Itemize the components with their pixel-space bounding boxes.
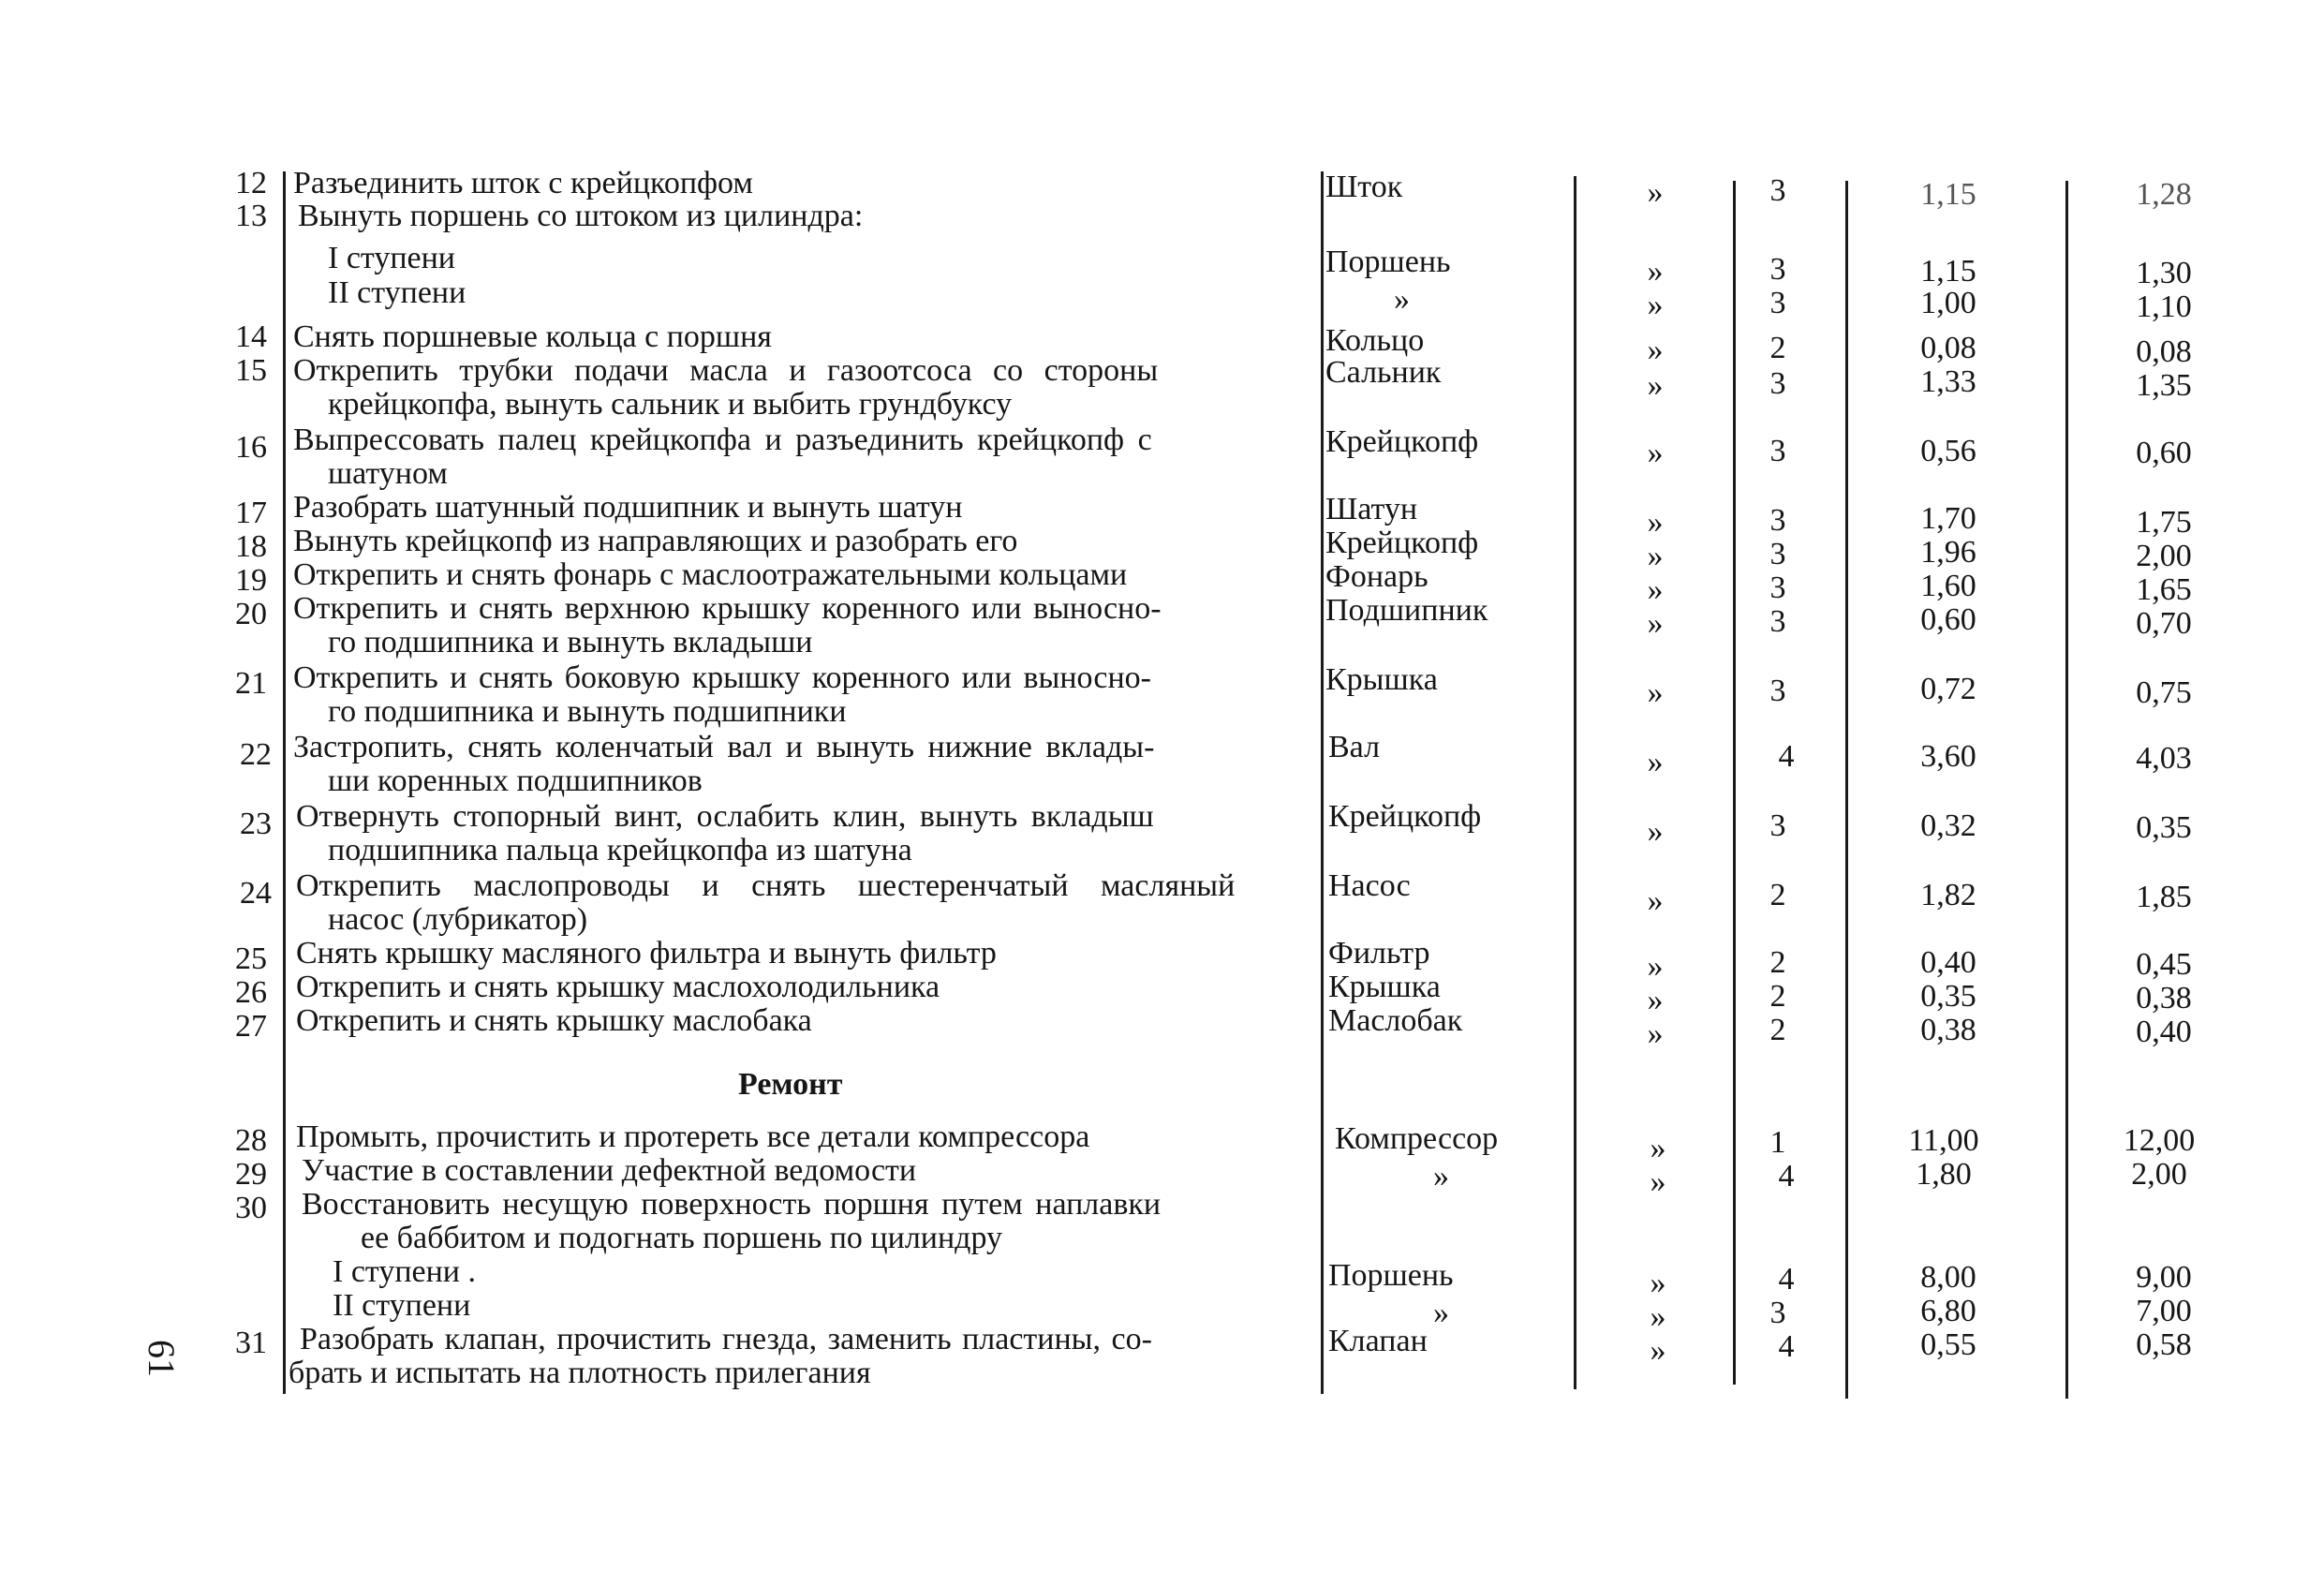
row-number: 20	[235, 597, 267, 631]
row-group: 3	[1769, 252, 1786, 287]
row-norm-1: 1,60	[1920, 569, 1976, 603]
section-heading: Ремонт	[738, 1067, 843, 1102]
row-description: Снять крышку масляного фильтра и вынуть фильтр	[296, 936, 997, 971]
row-part: Поршень	[1325, 245, 1451, 279]
row-number: 26	[235, 975, 267, 1010]
row-group: 4	[1778, 1329, 1795, 1364]
row-norm-1: 1,33	[1920, 364, 1976, 399]
row-part: »	[1433, 1159, 1449, 1193]
row-part: Насос	[1328, 868, 1411, 903]
row-ditto: »	[1647, 1016, 1664, 1051]
row-group: 3	[1769, 808, 1786, 843]
row-norm-2: 0,75	[2136, 675, 2192, 710]
row-description: Отвернуть стопорный винт, ослабить клин, вынуть вкладыш	[296, 799, 1154, 834]
row-number: 29	[235, 1157, 267, 1192]
row-norm-1: 1,82	[1920, 878, 1976, 912]
row-description: Разобрать шатунный подшипник и вынуть шатун	[293, 490, 963, 525]
row-norm-1: 1,15	[1920, 177, 1976, 212]
row-ditto: »	[1647, 333, 1664, 367]
row-part: Маслобак	[1328, 1003, 1463, 1038]
row-description: Участие в составлении дефектной ведомости	[302, 1153, 917, 1188]
row-norm-2: 2,00	[2136, 539, 2192, 573]
row-description-continued: ее баббитом и подогнать поршень по цилиндру	[361, 1221, 1003, 1255]
row-norm-1: 0,72	[1920, 672, 1976, 706]
row-part: Крейцкопф	[1328, 799, 1482, 834]
row-ditto: »	[1650, 1164, 1666, 1199]
row-norm-2: 0,08	[2136, 334, 2192, 369]
row-ditto: »	[1647, 949, 1664, 984]
row-description: Вынуть крейцкопф из направляющих и разобрать его	[293, 524, 1018, 558]
row-ditto: »	[1647, 883, 1664, 918]
row-norm-2: 0,58	[2136, 1327, 2192, 1362]
column-rule-norm1	[1845, 181, 1848, 1399]
row-norm-1: 1,96	[1920, 535, 1976, 570]
row-norm-1: 1,80	[1916, 1157, 1972, 1192]
row-number: 17	[235, 496, 267, 530]
row-norm-2: 4,03	[2136, 741, 2192, 776]
column-rule-left	[283, 171, 286, 1394]
row-group: 4	[1778, 739, 1795, 774]
row-norm-2: 0,35	[2136, 810, 2192, 845]
row-description-continued: го подшипника и вынуть вкладыши	[328, 625, 813, 660]
row-part: Кольцо	[1325, 323, 1425, 358]
row-group: 3	[1769, 1296, 1786, 1330]
row-description: Застропить, снять коленчатый вал и вынуть нижние вклады-	[293, 730, 1155, 764]
row-norm-2: 9,00	[2136, 1260, 2192, 1295]
row-ditto: »	[1647, 436, 1664, 470]
row-ditto: »	[1647, 983, 1664, 1017]
row-group: 3	[1769, 674, 1786, 708]
row-norm-2: 0,70	[2136, 606, 2192, 641]
row-part: Сальник	[1325, 355, 1442, 390]
row-number: 30	[235, 1191, 267, 1225]
row-part: Шатун	[1325, 492, 1418, 526]
row-description: Промыть, прочистить и протереть все детали компрессора	[296, 1119, 1090, 1154]
row-ditto: »	[1650, 1266, 1666, 1300]
row-description-continued: крейцкопфа, вынуть сальник и выбить грундбуксу	[328, 387, 1013, 422]
row-number: 16	[235, 430, 267, 465]
row-part: Крейцкопф	[1325, 526, 1479, 560]
row-number: 12	[235, 166, 267, 200]
row-group: 2	[1769, 945, 1786, 980]
row-number: 21	[235, 666, 267, 701]
row-description: Разобрать клапан, прочистить гнезда, заменить пластины, со-	[300, 1322, 1152, 1356]
row-norm-2: 1,28	[2136, 177, 2192, 212]
row-norm-2: 0,45	[2136, 947, 2192, 982]
row-description: I ступени	[328, 241, 455, 275]
row-norm-2: 1,10	[2136, 289, 2192, 324]
row-number: 24	[240, 876, 272, 911]
row-number: 28	[235, 1123, 267, 1158]
row-group: 3	[1769, 434, 1786, 468]
row-ditto: »	[1647, 254, 1664, 289]
row-part: Клапан	[1328, 1324, 1428, 1358]
row-description-continued: насос (лубрикатор)	[328, 902, 588, 937]
row-norm-1: 0,60	[1920, 602, 1976, 637]
row-number: 18	[235, 529, 267, 564]
row-norm-1: 0,38	[1920, 1013, 1976, 1047]
row-norm-1: 8,00	[1920, 1260, 1976, 1295]
row-norm-2: 1,65	[2136, 572, 2192, 607]
row-ditto: »	[1647, 606, 1664, 641]
row-norm-1: 0,55	[1920, 1327, 1976, 1362]
row-ditto: »	[1647, 814, 1664, 849]
row-description: Открепить трубки подачи масла и газоотсоса со стороны	[293, 353, 1159, 388]
row-description-continued: шатуном	[328, 456, 448, 491]
row-description: Восстановить несущую поверхность поршня путем наплавки	[302, 1187, 1162, 1222]
row-ditto: »	[1647, 745, 1664, 779]
row-ditto: »	[1650, 1333, 1666, 1368]
row-part: Компрессор	[1335, 1121, 1499, 1156]
row-description: II ступени	[333, 1288, 471, 1323]
row-part: Крышка	[1325, 662, 1438, 697]
row-part: Крышка	[1328, 970, 1441, 1004]
column-rule-part	[1321, 171, 1324, 1394]
row-group: 3	[1769, 173, 1786, 208]
row-norm-2: 7,00	[2136, 1294, 2192, 1328]
row-group: 3	[1769, 571, 1786, 605]
row-description: Вынуть поршень со штоком из цилиндра:	[298, 199, 864, 233]
row-description-continued: подшипника пальца крейцкопфа из шатуна	[328, 833, 912, 867]
row-norm-1: 11,00	[1908, 1123, 1979, 1158]
row-part: Шток	[1325, 170, 1403, 204]
row-ditto: »	[1647, 368, 1664, 403]
row-norm-1: 3,60	[1920, 739, 1976, 774]
row-group: 3	[1769, 604, 1786, 639]
row-ditto: »	[1647, 539, 1664, 573]
row-description: Открепить и снять крышку маслобака	[296, 1003, 812, 1038]
row-norm-2: 1,35	[2136, 368, 2192, 403]
row-number: 14	[235, 319, 267, 354]
row-group: 2	[1769, 979, 1786, 1014]
row-part: Подшипник	[1325, 593, 1488, 628]
row-group: 2	[1769, 331, 1786, 365]
row-norm-1: 1,15	[1920, 254, 1976, 289]
row-norm-1: 6,80	[1920, 1294, 1976, 1328]
row-norm-2: 0,60	[2136, 436, 2192, 470]
row-group: 2	[1769, 878, 1786, 912]
column-rule-quote	[1574, 176, 1576, 1389]
row-description: II ступени	[328, 275, 466, 310]
row-description: Открепить и снять фонарь с маслоотражательными кольцами	[293, 557, 1128, 592]
row-part: »	[1394, 282, 1410, 317]
row-norm-1: 0,40	[1920, 945, 1976, 980]
row-description: Открепить и снять крышку маслохолодильника	[296, 970, 940, 1004]
row-number: 22	[240, 737, 272, 772]
row-description-continued: го подшипника и вынуть подшипники	[328, 694, 847, 729]
row-number: 23	[240, 807, 272, 841]
row-ditto: »	[1647, 572, 1664, 607]
row-number: 25	[235, 941, 267, 976]
row-group: 3	[1769, 366, 1786, 401]
row-description: I ступени .	[333, 1254, 476, 1289]
row-group: 4	[1778, 1159, 1795, 1193]
row-number: 13	[235, 199, 267, 233]
row-norm-1: 0,08	[1920, 331, 1976, 365]
row-description: Открепить и снять боковую крышку коренного или выносно-	[293, 660, 1152, 695]
row-norm-1: 0,35	[1920, 979, 1976, 1014]
row-description: Открепить маслопроводы и снять шестеренчатый масляный	[296, 868, 1236, 903]
row-group: 1	[1769, 1125, 1786, 1160]
row-number: 19	[235, 563, 267, 598]
row-number: 31	[235, 1326, 267, 1360]
row-description-continued: брать и испытать на плотность прилегания	[289, 1356, 871, 1390]
row-norm-2: 0,40	[2136, 1015, 2192, 1049]
column-rule-norm2	[2065, 181, 2068, 1399]
row-description: Разъединить шток с крейцкопфом	[293, 166, 753, 200]
row-part: Вал	[1328, 730, 1381, 764]
row-description: Выпрессовать палец крейцкопфа и разъединить крейцкопф с	[293, 422, 1152, 457]
row-part: Фонарь	[1325, 559, 1428, 594]
row-norm-2: 1,85	[2136, 880, 2192, 914]
row-norm-2: 1,75	[2136, 505, 2192, 540]
row-norm-2: 2,00	[2131, 1157, 2187, 1192]
row-norm-1: 1,00	[1920, 286, 1976, 320]
row-number: 15	[235, 353, 267, 388]
row-norm-1: 0,32	[1920, 808, 1976, 843]
row-ditto: »	[1647, 675, 1664, 710]
row-number: 27	[235, 1009, 267, 1044]
row-norm-1: 1,70	[1920, 501, 1976, 536]
row-description-continued: ши коренных подшипников	[328, 763, 703, 798]
row-norm-2: 0,38	[2136, 981, 2192, 1015]
row-part: Крейцкопф	[1325, 424, 1479, 459]
row-part: Поршень	[1328, 1258, 1454, 1293]
row-ditto: »	[1647, 288, 1664, 322]
row-norm-1: 0,56	[1920, 434, 1976, 468]
row-group: 2	[1769, 1013, 1786, 1047]
row-ditto: »	[1650, 1131, 1666, 1165]
row-description: Снять поршневые кольца с поршня	[293, 319, 772, 354]
column-rule-group	[1733, 181, 1736, 1385]
page-number: 61	[141, 1340, 183, 1377]
row-part: Фильтр	[1328, 936, 1430, 971]
row-group: 3	[1769, 503, 1786, 538]
row-ditto: »	[1650, 1299, 1666, 1334]
row-norm-2: 1,30	[2136, 256, 2192, 290]
row-group: 4	[1778, 1262, 1795, 1297]
row-norm-2: 12,00	[2123, 1123, 2196, 1158]
row-ditto: »	[1647, 175, 1664, 210]
row-ditto: »	[1647, 505, 1664, 540]
row-description: Открепить и снять верхнюю крышку коренного или выносно-	[293, 591, 1162, 626]
row-group: 3	[1769, 537, 1786, 571]
row-part: »	[1433, 1296, 1449, 1330]
row-group: 3	[1769, 286, 1786, 320]
